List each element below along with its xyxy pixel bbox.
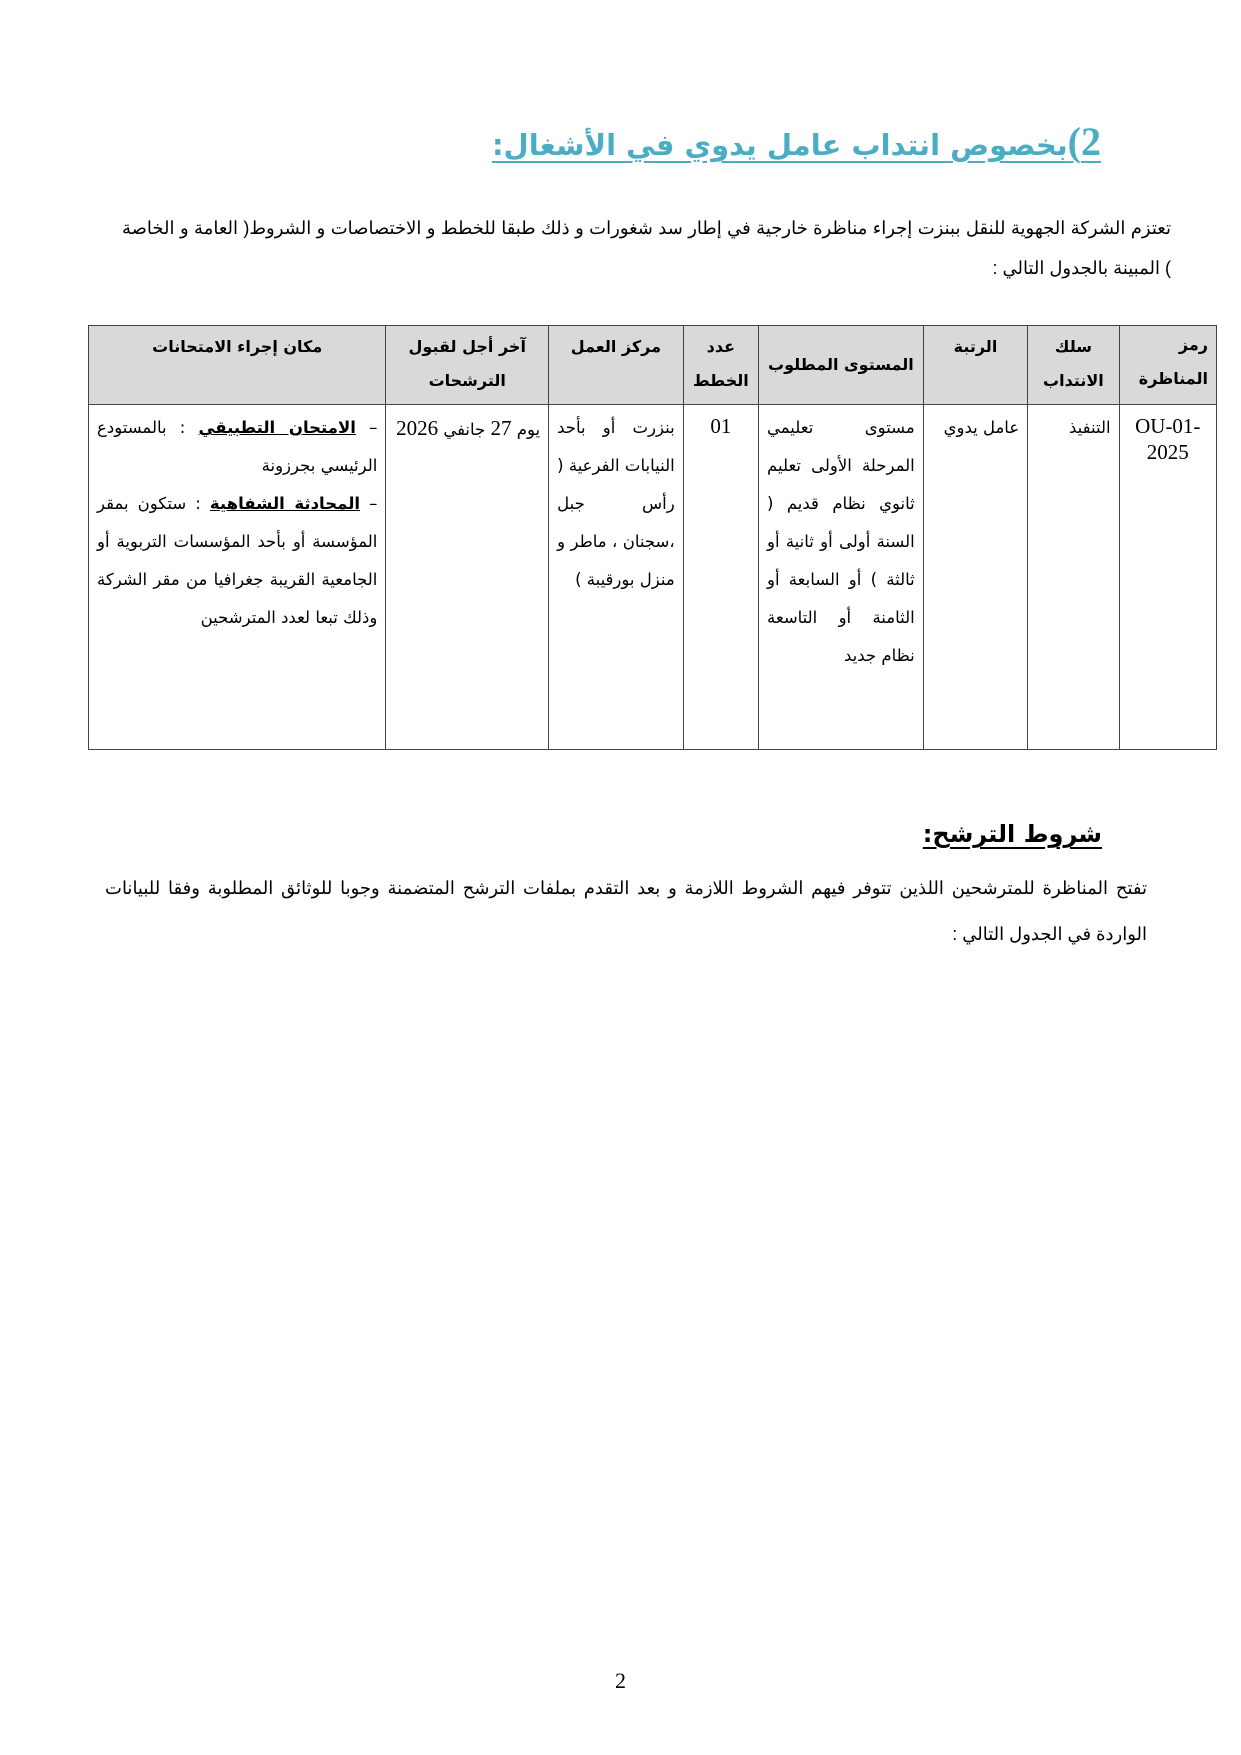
section-number: 2) xyxy=(1067,119,1101,164)
header-workplace: مركز العمل xyxy=(549,326,684,405)
table-row xyxy=(89,405,1217,750)
deadline-day: 27 xyxy=(490,416,512,440)
code-value: OU-01-2025 xyxy=(1135,414,1201,464)
oral-dash: – xyxy=(369,494,378,513)
cell-code xyxy=(1119,405,1216,750)
header-corps: سلك الانتداب xyxy=(1028,326,1119,405)
section-title xyxy=(492,118,1101,165)
header-level: المستوى المطلوب xyxy=(759,326,924,405)
deadline-year: 2026 xyxy=(396,416,439,440)
section-title-text: بخصوص انتداب عامل يدوي في الأشغال: xyxy=(491,128,1068,162)
header-count: عدد الخطط xyxy=(683,326,758,405)
cell-count: 01 xyxy=(683,405,758,750)
cell-corps: التنفيذ xyxy=(1028,405,1119,750)
competition-table xyxy=(88,325,1217,750)
practical-exam-text: : بالمستودع الرئيسي بجرزونة xyxy=(97,418,378,475)
conditions-paragraph: تفتح المناظرة للمترشحين اللذين تتوفر فيهم الشروط اللازمة و بعد التقدم بملفات الترشح المتضمنة وجوبا للوثائق المطلوبة وفقا للبيانات الواردة في الجدول التالي : xyxy=(105,878,1147,944)
cell-level: مستوى تعليمي المرحلة الأولى تعليم ثانوي نظام قديم ( السنة أولى أو ثانية أو ثالثة ) أو السابعة أو الثامنة أو التاسعة نظام جديد xyxy=(759,405,924,750)
cell-deadline xyxy=(386,405,549,750)
oral-exam-text: : ستكون بمقر المؤسسة أو بأحد المؤسسات التربوية أو الجامعية القريبة جغرافيا من مقر الشركة وذلك تبعا لعدد المترشحين xyxy=(97,494,378,627)
intro-paragraph: تعتزم الشركة الجهوية للنقل ببنزت إجراء مناظرة خارجية في إطار سد شغورات و ذلك طبقا للخطط و الاختصاصات و الشروط( العامة و الخاصة ) المبينة بالجدول التالي : xyxy=(122,218,1171,278)
cell-workplace: بنزرت أو بأحد النيابات الفرعية ( رأس جبل ،سجنان ، ماطر و منزل بورقيبة ) xyxy=(549,405,684,750)
table-header-row xyxy=(89,326,1217,405)
cell-grade: عامل يدوي xyxy=(923,405,1027,750)
page-number: 2 xyxy=(615,1668,626,1693)
oral-exam-label: المحادثة الشفاهية xyxy=(209,494,361,513)
header-deadline: آخر أجل لقبول الترشحات xyxy=(386,326,549,405)
practical-dash: – xyxy=(369,418,378,437)
header-grade: الرتبة xyxy=(923,326,1027,405)
cell-exam-place xyxy=(89,405,386,750)
header-exam-place: مكان إجراء الامتحانات xyxy=(89,326,386,405)
conditions-title: شروط الترشح: xyxy=(922,820,1102,848)
deadline-prefix: يوم xyxy=(516,420,541,439)
header-code: رمز المناظرة xyxy=(1119,326,1216,405)
practical-exam-label: الامتحان التطبيقي xyxy=(198,418,356,437)
deadline-month: جانفي xyxy=(443,420,486,439)
